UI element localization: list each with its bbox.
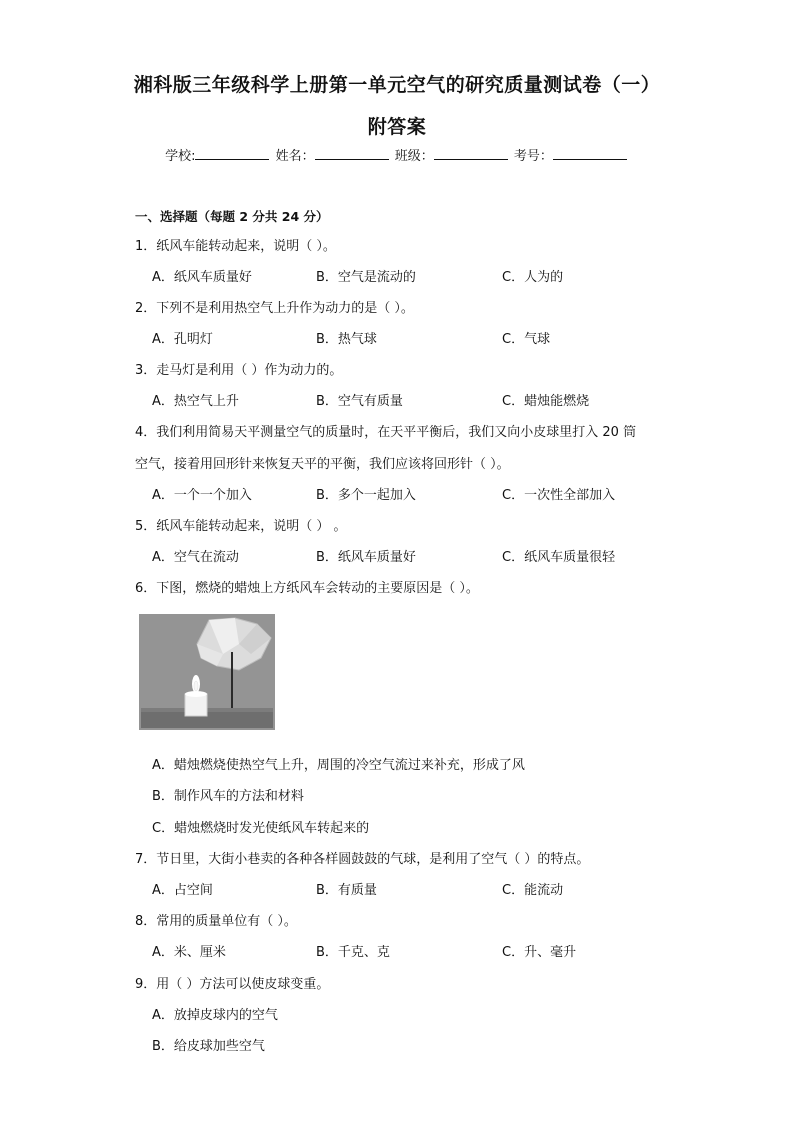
candle-pinwheel-illustration xyxy=(139,614,275,730)
question-9-option-b: B．给皮球加些空气 xyxy=(152,1039,265,1054)
question-7-option-b: B．有质量 xyxy=(316,883,377,898)
student-info-row xyxy=(0,145,794,164)
question-4-line1: 4．我们利用简易天平测量空气的质量时，在天平平衡后，我们又向小皮球里打入 20 筒 xyxy=(135,425,637,440)
question-6-option-b: B．制作风车的方法和材料 xyxy=(152,789,304,804)
exam-title-line1: 湘科版三年级科学上册第一单元空气的研究质量测试卷（一） xyxy=(133,74,661,96)
question-9: 9．用（ ）方法可以使皮球变重。 xyxy=(135,977,330,992)
school-label: 学校: xyxy=(165,149,196,164)
candle-flame-core xyxy=(194,681,198,691)
question-5-option-c: C．纸风车质量很轻 xyxy=(502,550,616,565)
question-3-option-a: A．热空气上升 xyxy=(152,394,239,409)
question-4-option-b: B．多个一起加入 xyxy=(316,488,416,503)
question-5-option-b: B．纸风车质量好 xyxy=(316,550,416,565)
question-2-option-c: C．气球 xyxy=(502,332,551,347)
question-4-option-c: C．一次性全部加入 xyxy=(502,488,616,503)
question-6: 6．下图，燃烧的蜡烛上方纸风车会转动的主要原因是（ ）。 xyxy=(135,581,479,596)
question-7-option-a: A．占空间 xyxy=(152,883,213,898)
question-5-option-a: A．空气在流动 xyxy=(152,550,239,565)
school-blank xyxy=(195,147,269,160)
question-5: 5．纸风车能转动起来，说明（ ） 。 xyxy=(135,519,347,534)
question-8-option-b: B．千克、克 xyxy=(316,945,390,960)
question-1: 1．纸风车能转动起来，说明（ ）。 xyxy=(135,239,336,254)
candle-body xyxy=(185,694,207,716)
question-2: 2．下列不是利用热空气上升作为动力的是（ ）。 xyxy=(135,301,414,316)
question-1-option-c: C．人为的 xyxy=(502,270,564,285)
section-title: 一、选择题（每题 2 分共 24 分） xyxy=(135,209,329,224)
question-6-option-a: A．蜡烛燃烧使热空气上升，周围的冷空气流过来补充，形成了风 xyxy=(152,758,525,773)
name-label: 姓名： xyxy=(275,149,315,164)
question-3: 3．走马灯是利用（ ）作为动力的。 xyxy=(135,363,343,378)
question-8: 8．常用的质量单位有（ ）。 xyxy=(135,914,297,929)
name-blank xyxy=(315,147,389,160)
question-4-option-a: A．一个一个加入 xyxy=(152,488,252,503)
exam-title-line2: 附答案 xyxy=(367,116,427,138)
question-8-option-a: A．米、厘米 xyxy=(152,945,226,960)
question-7: 7．节日里，大街小巷卖的各种各样圆鼓鼓的气球，是利用了空气（ ）的特点。 xyxy=(135,852,590,867)
question-3-option-b: B．空气有质量 xyxy=(316,394,403,409)
number-blank xyxy=(553,147,627,160)
candle-pinwheel-photo xyxy=(139,614,275,730)
question-8-option-c: C．升、毫升 xyxy=(502,945,577,960)
question-4-line2: 空气，接着用回形针来恢复天平的平衡，我们应该将回形针（ ）。 xyxy=(135,457,510,472)
question-1-option-b: B．空气是流动的 xyxy=(316,270,416,285)
question-3-option-c: C．蜡烛能燃烧 xyxy=(502,394,590,409)
question-2-option-b: B．热气球 xyxy=(316,332,377,347)
number-label: 考号： xyxy=(513,149,553,164)
class-label: 班级： xyxy=(394,149,434,164)
question-1-option-a: A．纸风车质量好 xyxy=(152,270,252,285)
question-6-option-c: C．蜡烛燃烧时发光使纸风车转起来的 xyxy=(152,821,370,836)
question-7-option-c: C．能流动 xyxy=(502,883,564,898)
class-blank xyxy=(434,147,508,160)
question-9-option-a: A．放掉皮球内的空气 xyxy=(152,1008,278,1023)
question-2-option-a: A．孔明灯 xyxy=(152,332,213,347)
